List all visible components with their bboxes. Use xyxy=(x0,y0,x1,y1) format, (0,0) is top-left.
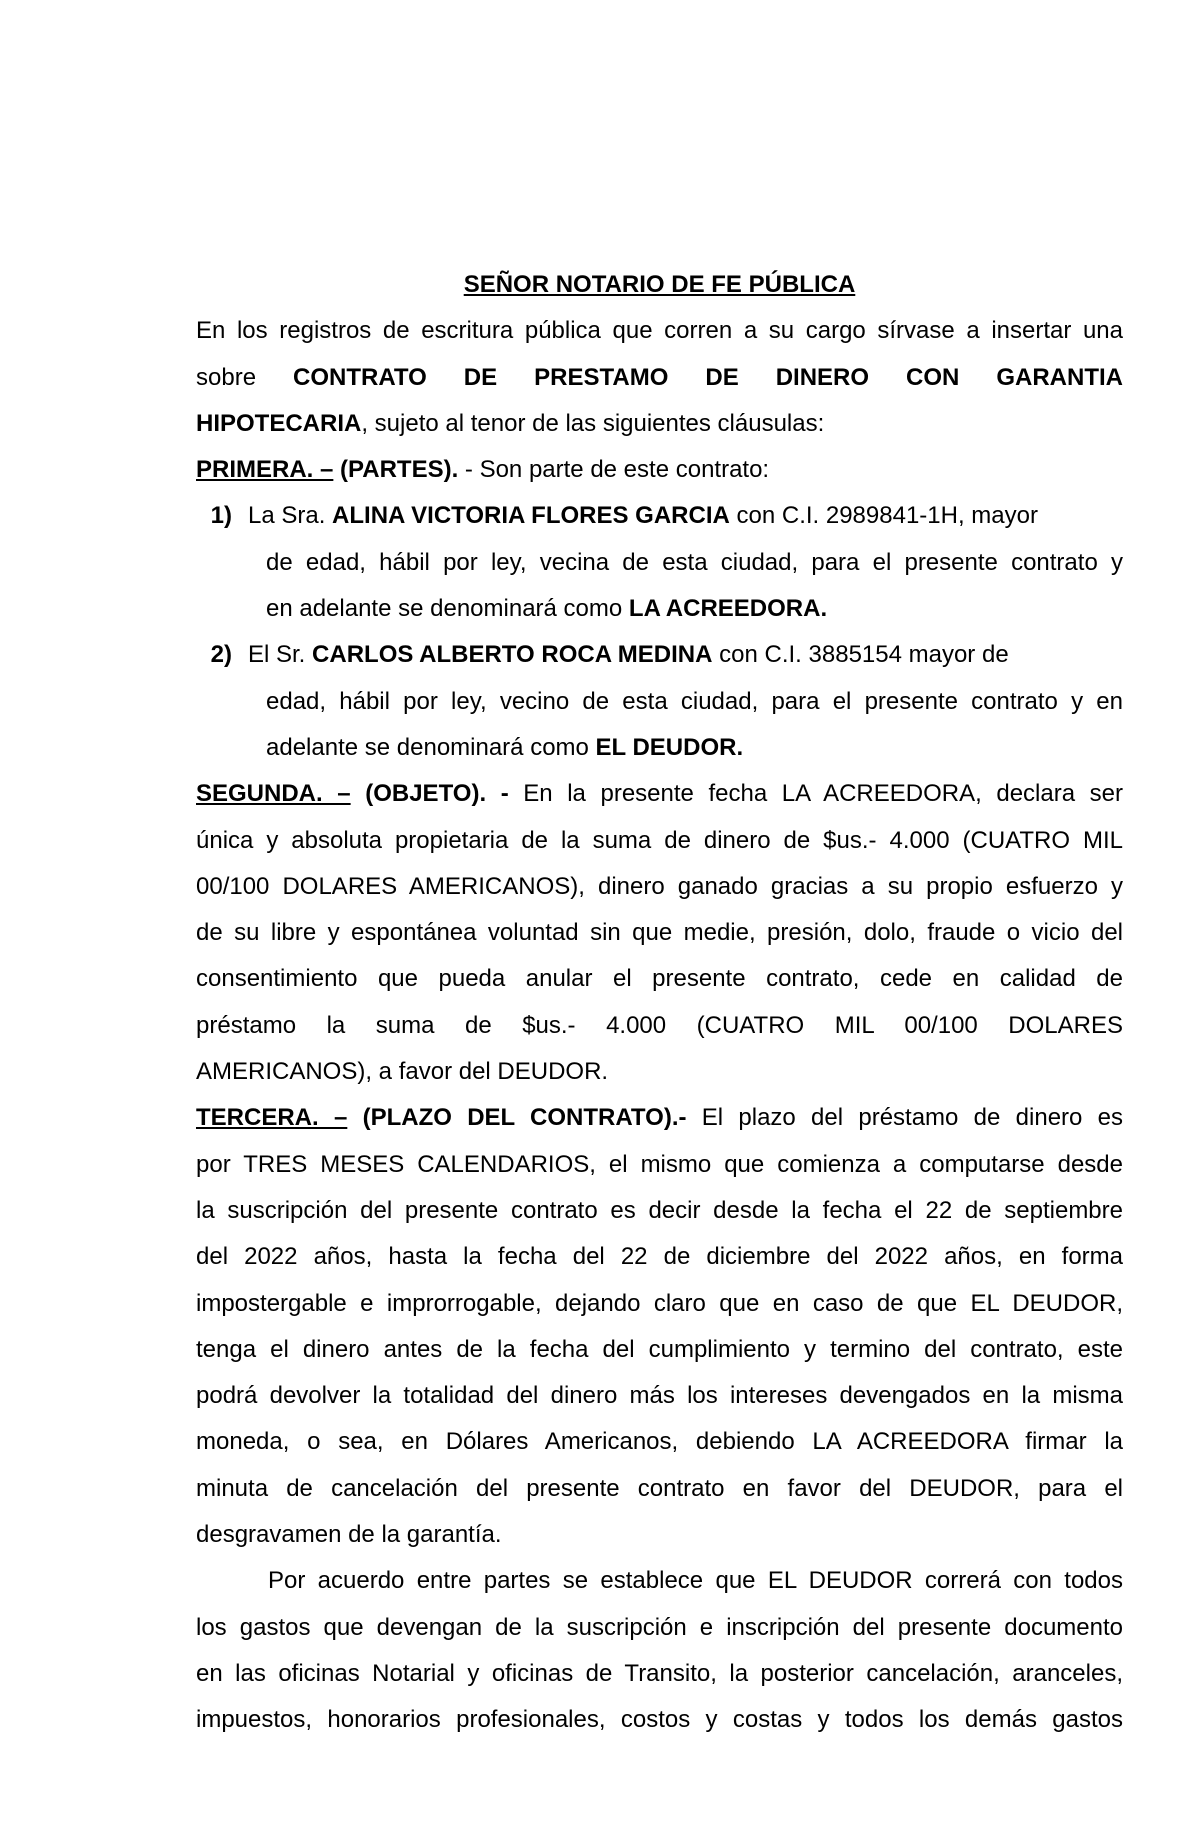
party-1-name: ALINA VICTORIA FLORES GARCIA xyxy=(332,502,730,530)
acuerdo-line-1: Por acuerdo entre partes se establece que EL DEUDOR correrá con todos xyxy=(268,1567,1123,1595)
acuerdo-line-4: impuestos, honorarios profesionales, costos y costas y todos los demás gastos xyxy=(196,1706,1123,1734)
party-2-role: EL DEUDOR. xyxy=(595,733,744,761)
party-1-line-1 xyxy=(196,493,1123,539)
party-1-honorific: La Sra. xyxy=(248,502,333,530)
clause-segunda-line-2: única y absoluta propietaria de la suma de dinero de $us.- 4.000 (CUATRO MIL xyxy=(196,826,1123,854)
party-1-line-3-text: en adelante se denominará como xyxy=(266,595,629,623)
acuerdo-line-2: los gastos que devengan de la suscripción e inscripción del presente documento xyxy=(196,1613,1123,1641)
clause-tercera-line-3: la suscripción del presente contrato es decir desde la fecha el 22 de septiembre xyxy=(196,1196,1123,1224)
clause-tercera-line-9: minuta de cancelación del presente contrato en favor del DEUDOR, para el xyxy=(196,1474,1123,1502)
clause-tercera-line-6: tenga el dinero antes de la fecha del cumplimiento y termino del contrato, este xyxy=(196,1335,1123,1363)
clause-primera-text: - Son parte de este contrato: xyxy=(458,456,770,484)
clause-tercera-line-5: impostergable e improrrogable, dejando claro que en caso de que EL DEUDOR, xyxy=(196,1289,1123,1317)
clause-tercera-line-1 xyxy=(196,1095,1123,1141)
party-2-id: con C.I. 3885154 mayor de xyxy=(712,641,1009,669)
intro-sobre: sobre xyxy=(196,363,257,391)
party-2-line-2: edad, hábil por ley, vecino de esta ciudad, para el presente contrato y en xyxy=(266,687,1123,715)
clause-tercera-line-7: podrá devolver la totalidad del dinero más los intereses devengados en la misma xyxy=(196,1382,1123,1410)
party-2-line-3 xyxy=(196,725,1123,771)
clause-tercera-line-10: desgravamen de la garantía. xyxy=(196,1521,502,1549)
clause-tercera-line-8: moneda, o sea, en Dólares Americanos, debiendo LA ACREEDORA firmar la xyxy=(196,1428,1123,1456)
clause-segunda-line-1-text: En la presente fecha LA ACREEDORA, declara ser xyxy=(508,780,1123,808)
document-title: SEÑOR NOTARIO DE FE PÚBLICA xyxy=(463,271,856,298)
clause-segunda-dash: - xyxy=(486,780,509,808)
intro-line-3 xyxy=(196,401,1123,447)
party-2-line-1 xyxy=(196,632,1123,678)
clause-tercera-label: TERCERA. – xyxy=(196,1104,348,1132)
party-2-honorific: El Sr. xyxy=(248,641,313,669)
acuerdo-line-3: en las oficinas Notarial y oficinas de Transito, la posterior cancelación, aranceles, xyxy=(196,1659,1123,1687)
clause-segunda-line-4: de su libre y espontánea voluntad sin que medie, presión, dolo, fraude o vicio del xyxy=(196,919,1123,947)
clause-primera-label: PRIMERA. – xyxy=(196,456,334,484)
party-2-name: CARLOS ALBERTO ROCA MEDINA xyxy=(312,641,713,669)
clause-tercera-line-4: del 2022 años, hasta la fecha del 22 de diciembre del 2022 años, en forma xyxy=(196,1243,1123,1271)
contract-title-part-2: HIPOTECARIA xyxy=(196,409,362,437)
clause-segunda-line-5: consentimiento que pueda anular el presente contrato, cede en calidad de xyxy=(196,965,1123,993)
party-1-role: LA ACREEDORA. xyxy=(628,595,828,623)
clause-tercera-line-2: por TRES MESES CALENDARIOS, el mismo que comienza a computarse desde xyxy=(196,1150,1123,1178)
intro-line-1: En los registros de escritura pública que corren a su cargo sírvase a insertar una xyxy=(196,317,1123,345)
party-2-number: 2) xyxy=(210,641,232,669)
party-1-line-3 xyxy=(196,586,1123,632)
clause-segunda-label: SEGUNDA. – xyxy=(196,780,351,808)
clause-tercera-line-1-text: El plazo del préstamo de dinero es xyxy=(686,1104,1124,1132)
party-1-number: 1) xyxy=(210,502,232,530)
intro-line-2 xyxy=(196,355,1123,401)
clause-segunda-line-1 xyxy=(196,771,1123,817)
party-1-line-2: de edad, hábil por ley, vecina de esta ciudad, para el presente contrato y xyxy=(266,548,1123,576)
document-title-line xyxy=(196,262,1123,308)
intro-line-3-rest: , sujeto al tenor de las siguientes cláusulas: xyxy=(361,409,825,437)
clause-segunda-line-3: 00/100 DOLARES AMERICANOS), dinero ganado gracias a su propio esfuerzo y xyxy=(196,872,1123,900)
clause-segunda-line-7: AMERICANOS), a favor del DEUDOR. xyxy=(196,1058,609,1086)
clause-segunda-line-6: préstamo la suma de $us.- 4.000 (CUATRO MIL 00/100 DOLARES xyxy=(196,1011,1123,1039)
contract-title-part-1: CONTRATO DE PRESTAMO DE DINERO CON GARANTIA xyxy=(293,363,1124,391)
clause-segunda-subject: (OBJETO). xyxy=(365,780,487,808)
clause-primera-subject: (PARTES). xyxy=(340,456,459,484)
clause-primera-heading xyxy=(196,447,1123,493)
party-2-line-3-text: adelante se denominará como xyxy=(266,733,596,761)
party-1-id: con C.I. 2989841-1H, mayor xyxy=(729,502,1038,530)
clause-tercera-subject: (PLAZO DEL CONTRATO).- xyxy=(362,1104,687,1132)
